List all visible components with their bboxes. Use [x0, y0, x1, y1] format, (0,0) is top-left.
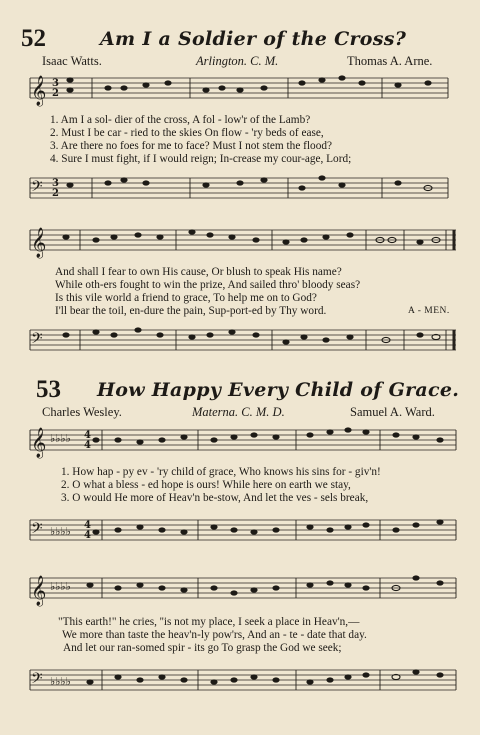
hymn-53-verse-2b: We more than taste the heav'n-ly pow'rs, And an - te - date that day.	[62, 629, 367, 641]
svg-text:2: 2	[52, 188, 59, 199]
svg-text:2: 2	[52, 88, 59, 99]
hymn-53-treble-staff-2	[0, 568, 480, 612]
hymn-52-amen: A - MEN.	[408, 306, 450, 316]
hymn-52-verse-3a: 3. Are there no foes for me to face? Must I not stem the flood?	[50, 140, 333, 152]
hymn-53-verse-1a: 1. How hap - py ev - 'ry child of grace, Who knows his sins for - giv'n!	[61, 466, 381, 478]
svg-text:𝄢: 𝄢	[31, 330, 43, 351]
hymn-52-treble-staff-2	[0, 220, 480, 264]
svg-text:𝄞: 𝄞	[31, 428, 47, 458]
hymn-53-number: 53	[36, 376, 61, 403]
hymn-52-bass-staff-1	[0, 168, 480, 212]
hymn-53-tune: Materna. C. M. D.	[192, 405, 285, 419]
svg-text:♭♭♭♭: ♭♭♭♭	[50, 525, 71, 538]
hymn-53-verse-1b: "This earth!" he cries, ''is not my place, I seek a place in Heav'n,—	[58, 616, 360, 628]
svg-text:𝄢: 𝄢	[31, 670, 43, 691]
svg-text:𝄞: 𝄞	[31, 76, 47, 106]
hymn-52-verse-2a: 2. Must I be car - ried to the skies On flow - 'ry beds of ease,	[50, 127, 324, 139]
hymn-52-title: Am I a Soldier of the Cross?	[100, 28, 407, 50]
hymn-52-verse-4b: I'll bear the toil, en-dure the pain, Sup-port-ed by Thy word.	[55, 305, 327, 317]
svg-text:4: 4	[84, 530, 91, 541]
hymn-53-verse-3b: And let our ran-somed spir - its go To grasp the God we seek;	[63, 642, 342, 654]
hymn-52-verse-4a: 4. Sure I must fight, if I would reign; In-crease my cour-age, Lord;	[50, 153, 352, 165]
hymn-53-composer: Samuel A. Ward.	[350, 405, 435, 419]
hymn-52-author: Isaac Watts.	[42, 54, 102, 68]
svg-text:𝄞: 𝄞	[31, 576, 47, 606]
hymn-52-bass-staff-2	[0, 320, 480, 364]
svg-text:3: 3	[52, 78, 59, 89]
svg-text:4: 4	[84, 520, 91, 531]
hymn-52-verse-2b: While oth-ers fought to win the prize, And sailed thro' bloody seas?	[55, 279, 361, 291]
svg-text:♭♭♭♭: ♭♭♭♭	[50, 432, 71, 445]
svg-text:𝄢: 𝄢	[31, 520, 43, 541]
hymn-52-number: 52	[21, 25, 46, 52]
svg-text:♭♭♭♭: ♭♭♭♭	[50, 675, 71, 688]
svg-text:4: 4	[84, 430, 91, 441]
hymn-53-author: Charles Wesley.	[42, 405, 122, 419]
hymn-53-verse-3a: 3. O would He more of Heav'n be-stow, And let the ves - sels break,	[61, 492, 369, 504]
hymn-52-verse-1a: 1. Am I a sol- dier of the cross, A fol - low'r of the Lamb?	[50, 114, 311, 126]
hymn-52-verse-1b: And shall I fear to own His cause, Or blush to speak His name?	[55, 266, 342, 278]
hymn-53-verse-2a: 2. O what a bless - ed hope is ours! While here on earth we stay,	[61, 479, 351, 491]
hymn-52-verse-3b: Is this vile world a friend to grace, To help me on to God?	[55, 292, 317, 304]
svg-text:♭♭♭♭: ♭♭♭♭	[50, 580, 71, 593]
hymn-53-treble-staff-1	[0, 420, 480, 464]
hymn-52-tune: Arlington. C. M.	[196, 54, 279, 68]
hymn-53-title: How Happy Every Child of Grace.	[97, 379, 460, 401]
hymn-52-composer: Thomas A. Arne.	[347, 54, 433, 68]
hymn-53-bass-staff-1	[0, 510, 480, 554]
svg-text:3: 3	[52, 178, 59, 189]
svg-text:𝄞: 𝄞	[31, 228, 47, 258]
svg-text:4: 4	[84, 440, 91, 451]
svg-text:𝄢: 𝄢	[31, 178, 43, 199]
hymn-53-bass-staff-2	[0, 660, 480, 704]
hymn-52-treble-staff-1	[0, 68, 480, 112]
